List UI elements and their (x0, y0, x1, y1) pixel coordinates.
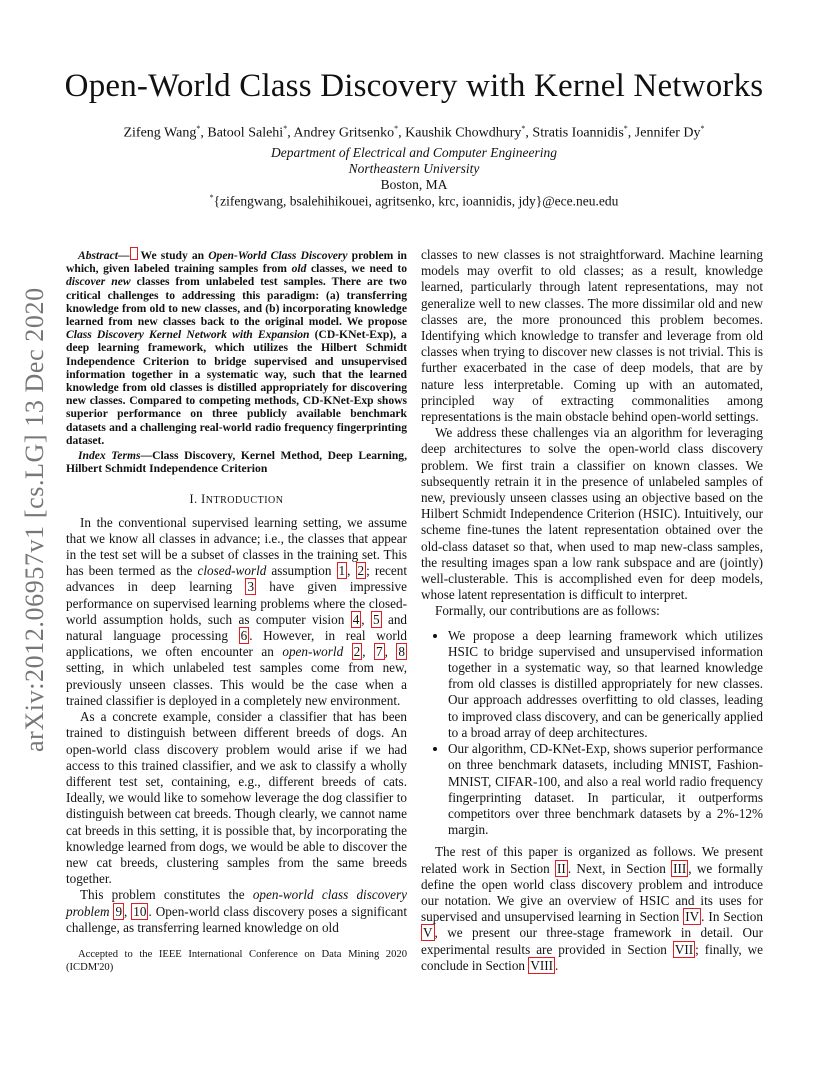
citation-link[interactable]: 1 (338, 563, 346, 579)
intro-paragraph-3: This problem constitutes the open-world class discovery problem 9 , 10 . Open-world class discovery poses a significant challenge, as transferring learned knowledge on old (66, 887, 408, 935)
right-paragraph-1: classes to new classes is not straightforward. Machine learning models may overfit to old classes; as a result, knowledge learned, particularly through latent representations, may not generalize well to new classes. The more dissimilar old and new classes are, the more pronounced this problem becomes. Identifying which knowledge to transfer and leverage from old classes when trying to discover new classes is not trivial. This is further exacerbated in the case of deep models, that are by nature less interpretable. Coming up with an automated, principled way of extracting commonalities among representations is the main obstacle behind open-world settings. (421, 247, 763, 425)
index-terms: Index Terms—Class Discovery, Kernel Method, Deep Learning, Hilbert Schmidt Independence Criterion (66, 449, 407, 476)
intro-paragraph-2: As a concrete example, consider a classifier that has been trained to distinguish between different breeds of dogs. An open-world class discovery problem would arise if we had access to this trained classifier, and we ask to classify a wholly different test set, containing, e.g., different breeds of cats. Ideally, we would like to somehow leverage the dog classifier to distinguish between cat breeds. Though clearly, we cannot name cat breeds in this setting, it is possible that, by incorporating the knowledge learned from dogs, we would be able to discover the new cat breeds, clustering samples from the same breeds together. (66, 709, 407, 887)
section-link[interactable]: IV (685, 909, 700, 925)
paper-title: Open-World Class Discovery with Kernel Networks (64, 68, 764, 104)
abstract: Abstract— We study an Open-World Class Discovery problem in which, given labeled training samples from old classes, we need to discover new classes from unlabeled test samples. There are two critical challenges to addressing this paradigm: (a) transferring knowledge from old to new classes, and (b) incorporating knowledge learned from new classes back to the original model. We propose Class Discovery Kernel Network with Expansion (CD-KNet-Exp), a deep learning framework, which utilizes the Hilbert Schmidt Independence Criterion to bridge supervised and unsupervised information together in a systematic way, such that the learned knowledge from old classes is distilled appropriately for discovering new classes. Compared to competing methods, CD-KNet-Exp shows superior performance on three publicly available benchmark datasets and a challenging real-world radio frequency fingerprinting dataset. (66, 249, 407, 447)
department: Department of Electrical and Computer Engineering (270, 145, 558, 160)
intro-paragraph-1: In the conventional supervised learning setting, we assume that we know all classes in advance; i.e., the classes that appear in the test set will be a subset of classes in the training set. This has been termed as the closed-world assumption 1 , 2 ; recent advances in deep learning 3 have given impressive performance on supervised learning problems where the closed-world assumption holds, such as computer vision 4 , 5 and natural language processing 6 . However, in real world applications, we often encounter an open-world 2 , 7 , 8 setting, in which unlabeled test samples come from new, previously unseen classes. This would be the case when a trained classifier is deployed in a completely new environment. (66, 514, 408, 708)
citation-link[interactable]: 6 (240, 628, 248, 644)
author-emails: *{zifengwang, bsalehihikouei, agritsenko, krc, ioannidis, jdy}@ece.neu.edu (209, 193, 619, 209)
citation-link[interactable]: 9 (115, 903, 123, 919)
section-link[interactable]: III (673, 860, 687, 876)
university: Northeastern University (348, 161, 480, 176)
footnote: Accepted to the IEEE International Conference on Data Mining 2020 (ICDM'20) (66, 949, 407, 973)
citation-link[interactable]: 2 (357, 563, 365, 579)
left-column (66, 247, 407, 936)
contribution-list (421, 628, 763, 839)
citation-link[interactable]: 8 (398, 644, 405, 660)
section-link[interactable]: VIII (530, 957, 554, 973)
arxiv-identifier[interactable]: arXiv:2012.06957v1 [cs.LG] 13 Dec 2020 (20, 287, 49, 752)
right-column (421, 247, 763, 974)
link-box[interactable] (130, 247, 138, 260)
citation-link[interactable]: 10 (133, 903, 147, 919)
citation-link[interactable]: 4 (352, 611, 360, 627)
right-paragraph-4: The rest of this paper is organized as follows. We present related work in Section II . Next, in Section III , we formally define the open world class discovery problem and introduce our notation. We give an overview of HSIC and its uses for supervised and unsupervised learning in Section IV . In Section V , we present our three-stage framework in detail. Our experimental results are provided in Section VII ; finally, we conclude in Section VIII . (421, 844, 764, 973)
right-paragraph-2: We address these challenges via an algorithm for leveraging deep architectures to solve the open-world class discovery problem. We first train a classifier on known classes. We subsequently retrain it in the presence of unlabeled samples of new, previously unseen classes using an objective based on the Hilbert Schmidt Independence Criterion (HSIC). Intuitively, our scheme fine-tunes the latent representation obtained over the old-class dataset so that, when used to map new-class samples, the resulting images span a low rank subspace and are (jointly) well-clusterable. This is accomplished even for deep models, whose latent representation is difficult to interpret. (421, 425, 763, 603)
contribution-item: • We propose a deep learning framework which utilizes HSIC to bridge supervised and unsupervised information together in a systematic way, so that learned knowledge from old classes is distilled appropriately for new classes. Our approach addresses overfitting to old classes, leading to improved class discovery, and can be generically applied to a broad array of deep architectures. (448, 628, 763, 741)
section-link[interactable]: II (557, 860, 566, 876)
citation-link[interactable]: 5 (372, 611, 380, 627)
location: Boston, MA (380, 177, 448, 192)
section-link[interactable]: V (423, 925, 433, 941)
contribution-item: • Our algorithm, CD-KNet-Exp, shows superior performance on three benchmark datasets, including MNIST, Fashion-MNIST, CIFAR-100, and also a real world radio frequency fingerprinting dataset. In particular, it outperforms competitors over three benchmark datasets by a 2%-12% margin. (448, 741, 763, 838)
section-heading-introduction: I. INTRODUCTION (189, 492, 284, 507)
citation-link[interactable]: 7 (376, 644, 383, 660)
author-list: Zifeng Wang*, Batool Salehi*, Andrey Gritsenko*, Kaushik Chowdhury*, Stratis Ioannidis*, Jennifer Dy* (123, 124, 705, 141)
right-paragraph-3: Formally, our contributions are as follows: (435, 603, 660, 619)
citation-link[interactable]: 3 (247, 579, 255, 595)
section-link[interactable]: VII (674, 941, 694, 957)
citation-link[interactable]: 2 (353, 644, 361, 660)
